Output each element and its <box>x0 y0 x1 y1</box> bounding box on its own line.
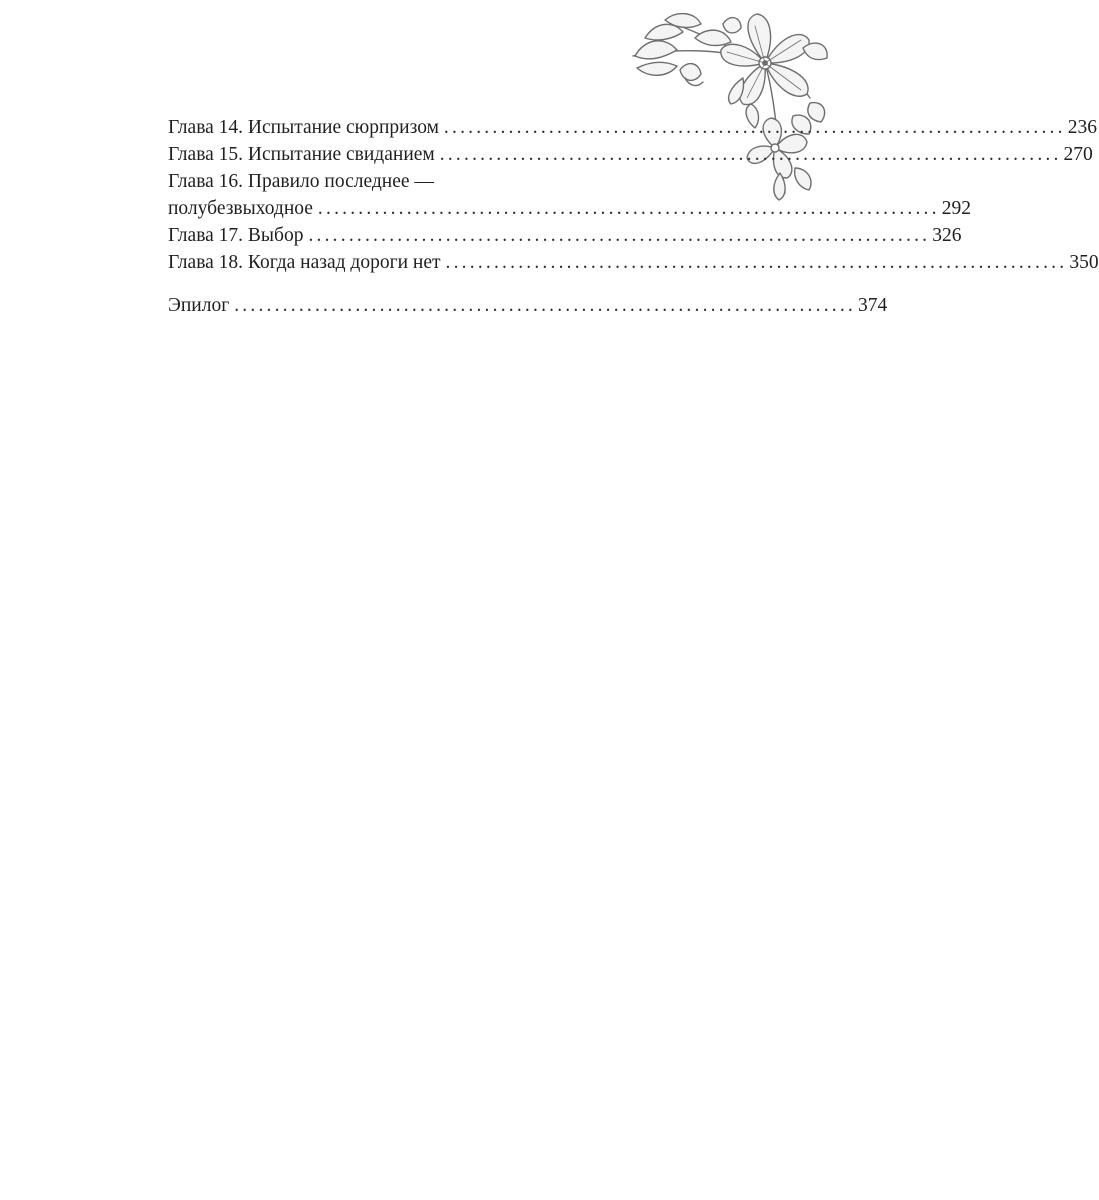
dot-leader: ............................................................................. <box>317 198 940 219</box>
toc-entry-title: Глава 14. Испытание сюрпризом <box>168 117 439 138</box>
toc-entry-page: 292 <box>941 198 971 219</box>
dot-leader: ............................................................................. <box>308 225 931 246</box>
toc-entry-title: Глава 15. Испытание свиданием <box>168 144 435 165</box>
toc-entry-title: Глава 17. Выбор <box>168 225 304 246</box>
toc-entry-title-line1: Глава 16. Правило последнее — <box>168 171 434 192</box>
toc-entry-page: 350 <box>1069 252 1099 273</box>
toc-entry-title: Эпилог <box>168 295 230 316</box>
table-of-contents <box>168 114 1099 319</box>
toc-entry-page: 270 <box>1063 144 1093 165</box>
toc-entry-title: Глава 18. Когда назад дороги нет <box>168 252 441 273</box>
toc-entry-page: 326 <box>932 225 962 246</box>
toc-entry-epilogue[interactable] <box>168 292 888 319</box>
dot-leader: ............................................................................. <box>234 295 857 316</box>
toc-entry[interactable] <box>168 168 971 222</box>
toc-entry[interactable] <box>168 249 1099 276</box>
toc-entry-title-line2: полубезвыходное <box>168 198 313 219</box>
toc-entry[interactable] <box>168 141 1093 168</box>
toc-entry[interactable] <box>168 114 1097 141</box>
section-gap <box>168 276 676 292</box>
dot-leader: ............................................................................. <box>445 252 1068 273</box>
toc-entry[interactable] <box>168 222 962 249</box>
toc-entry-page: 236 <box>1067 117 1097 138</box>
dot-leader: ............................................................................. <box>443 117 1066 138</box>
dot-leader: ............................................................................. <box>439 144 1062 165</box>
toc-entry-page: 374 <box>858 295 888 316</box>
